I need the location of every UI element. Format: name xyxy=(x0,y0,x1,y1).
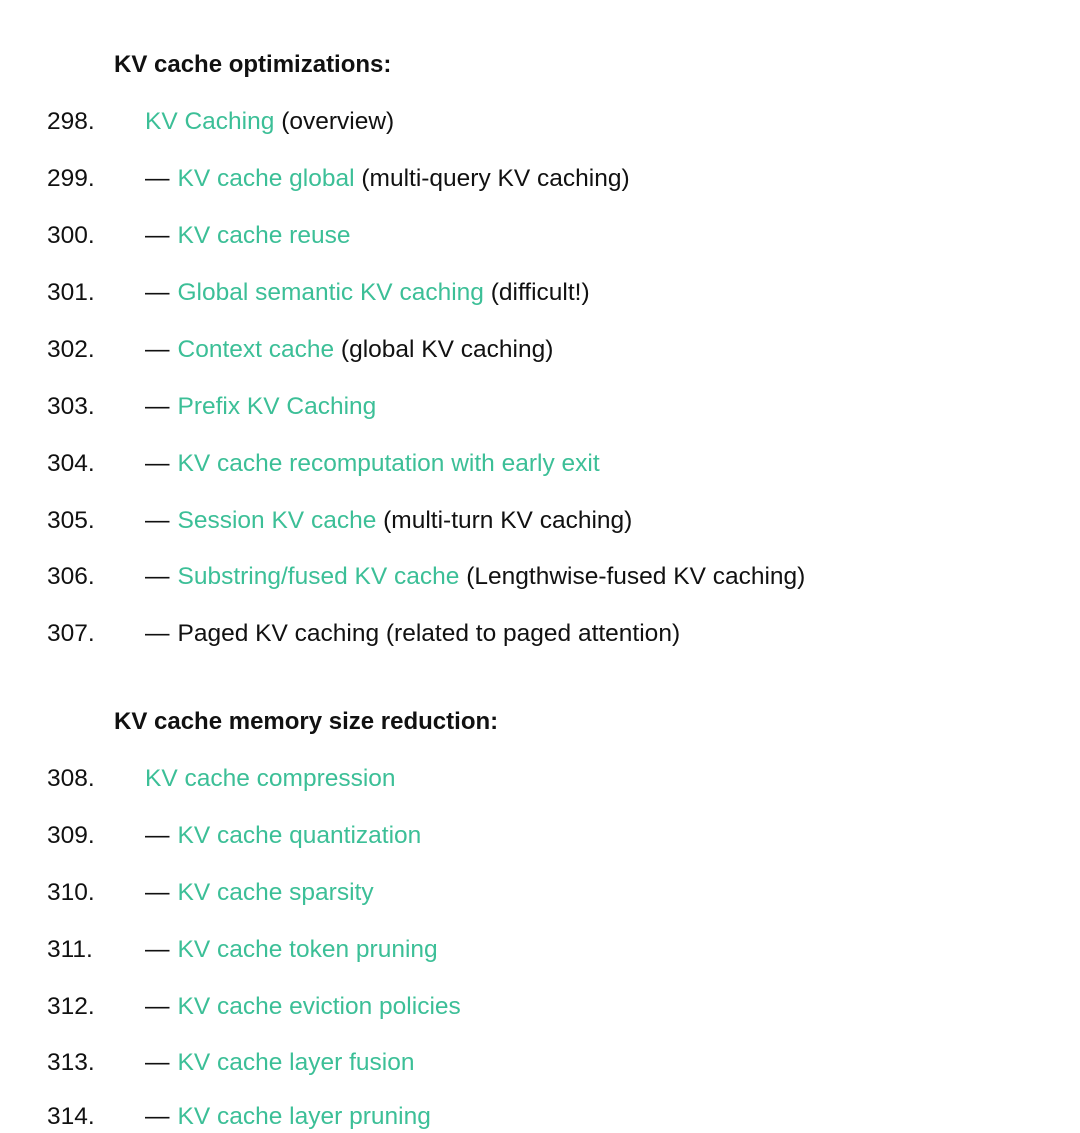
link-kv-cache-global[interactable]: KV cache global xyxy=(177,165,355,192)
link-kv-cache-layer-fusion[interactable]: KV cache layer fusion xyxy=(177,1049,415,1076)
section-heading-kv-cache-memory-size-reduction: KV cache memory size reduction: xyxy=(114,708,499,735)
item-number: 312. xyxy=(47,993,95,1020)
list-item xyxy=(0,220,1080,252)
list-item xyxy=(0,334,1080,366)
item-dash: — xyxy=(145,879,170,906)
item-dash: — xyxy=(145,450,170,477)
list-item xyxy=(0,391,1080,423)
list-item xyxy=(0,991,1080,1023)
list-item xyxy=(0,934,1080,966)
item-dash: — xyxy=(145,563,170,590)
list-item xyxy=(0,561,1080,593)
item-dash: — xyxy=(145,165,170,192)
list-item xyxy=(0,163,1080,195)
item-number: 310. xyxy=(47,879,95,906)
section-heading-kv-cache-optimizations: KV cache optimizations: xyxy=(114,51,392,78)
item-dash: — xyxy=(145,620,170,647)
item-dash: — xyxy=(145,393,170,420)
item-number: 302. xyxy=(47,336,95,363)
link-kv-cache-eviction-policies[interactable]: KV cache eviction policies xyxy=(177,993,461,1020)
link-substring-fused-kv-cache[interactable]: Substring/fused KV cache xyxy=(177,563,460,590)
item-note: (Lengthwise-fused KV caching) xyxy=(459,563,806,590)
item-number: 314. xyxy=(47,1103,95,1130)
item-number: 298. xyxy=(47,108,95,135)
item-number: 307. xyxy=(47,620,95,647)
link-session-kv-cache[interactable]: Session KV cache xyxy=(177,507,377,534)
item-note: (multi-query KV caching) xyxy=(354,165,630,192)
item-dash: — xyxy=(145,1103,170,1130)
item-number: 301. xyxy=(47,279,95,306)
item-plain-text: Paged KV caching (related to paged attention) xyxy=(177,620,681,647)
list-item xyxy=(0,820,1080,852)
link-kv-cache-token-pruning[interactable]: KV cache token pruning xyxy=(177,936,438,963)
list-item xyxy=(0,618,1080,650)
link-kv-cache-layer-pruning[interactable]: KV cache layer pruning xyxy=(177,1103,431,1130)
list-item xyxy=(0,505,1080,537)
link-context-cache[interactable]: Context cache xyxy=(177,336,335,363)
item-number: 306. xyxy=(47,563,95,590)
item-dash: — xyxy=(145,336,170,363)
item-note: (difficult!) xyxy=(483,279,590,306)
link-prefix-kv-caching[interactable]: Prefix KV Caching xyxy=(177,393,377,420)
item-number: 309. xyxy=(47,822,95,849)
item-number: 299. xyxy=(47,165,95,192)
list-item xyxy=(0,277,1080,309)
link-kv-cache-quantization[interactable]: KV cache quantization xyxy=(177,822,422,849)
item-dash: — xyxy=(145,822,170,849)
item-note: (global KV caching) xyxy=(334,336,554,363)
list-item xyxy=(0,763,1080,795)
link-kv-caching[interactable]: KV Caching xyxy=(145,108,275,135)
link-kv-cache-compression[interactable]: KV cache compression xyxy=(145,765,396,792)
link-kv-cache-reuse[interactable]: KV cache reuse xyxy=(177,222,351,249)
item-dash: — xyxy=(145,279,170,306)
item-number: 304. xyxy=(47,450,95,477)
link-kv-cache-sparsity[interactable]: KV cache sparsity xyxy=(177,879,374,906)
item-dash: — xyxy=(145,936,170,963)
list-item xyxy=(0,1047,1080,1079)
item-number: 305. xyxy=(47,507,95,534)
item-number: 311. xyxy=(47,936,93,963)
item-dash: — xyxy=(145,507,170,534)
item-number: 308. xyxy=(47,765,95,792)
list-item xyxy=(0,448,1080,480)
item-number: 300. xyxy=(47,222,95,249)
link-global-semantic-kv-caching[interactable]: Global semantic KV caching xyxy=(177,279,484,306)
item-note: (overview) xyxy=(274,108,395,135)
item-number: 303. xyxy=(47,393,95,420)
item-note: (multi-turn KV caching) xyxy=(376,507,633,534)
item-number: 313. xyxy=(47,1049,95,1076)
list-item xyxy=(0,877,1080,909)
list-item xyxy=(0,106,1080,138)
item-dash: — xyxy=(145,222,170,249)
item-dash: — xyxy=(145,993,170,1020)
partial-list-item xyxy=(0,1101,1080,1130)
item-dash: — xyxy=(145,1049,170,1076)
link-kv-cache-recomputation-early-exit[interactable]: KV cache recomputation with early exit xyxy=(177,450,600,477)
